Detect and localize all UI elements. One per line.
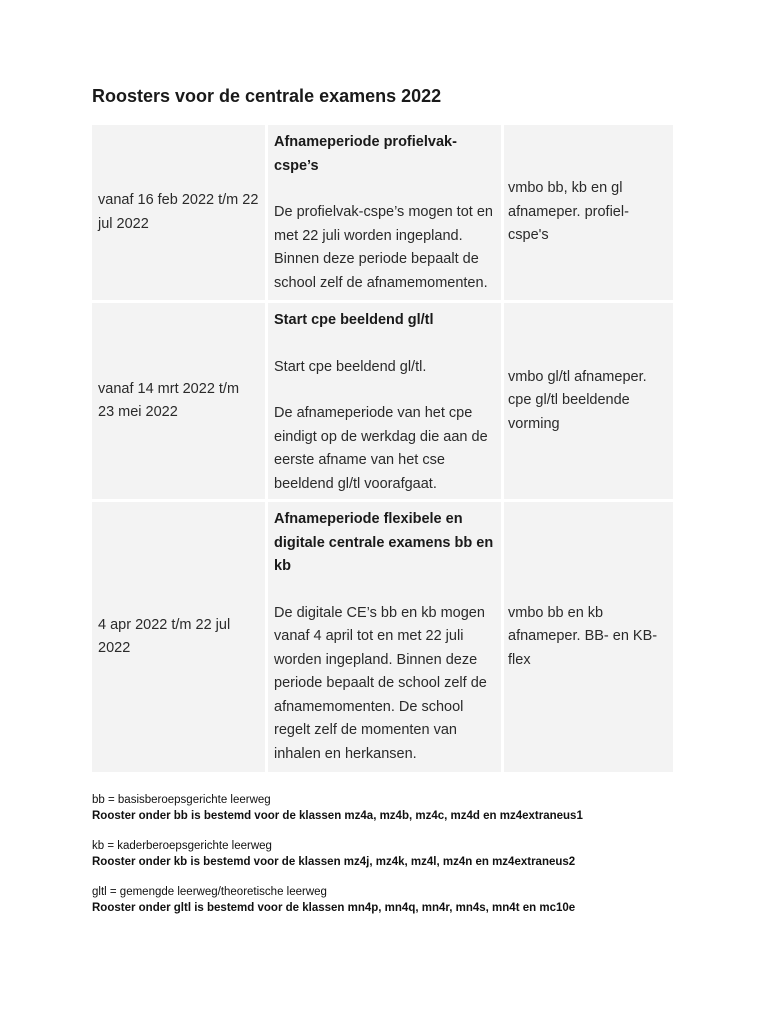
date-range: 4 apr 2022 t/m 22 jul 2022 [98,616,231,656]
group-label: vmbo gl/tl afnameper. cpe gl/tl beeldende vorming [508,368,647,432]
legend-classes: Rooster onder kb is bestemd voor de klassen mz4j, mz4k, mz4l, mz4n en mz4extraneus2 [92,856,576,868]
description-cell [268,125,501,300]
description-cell [268,502,501,772]
date-range: vanaf 14 mrt 2022 t/m 23 mei 2022 [98,380,240,420]
legend-definition: bb = basisberoepsgerichte leerweg [92,794,271,806]
description-text: De digitale CE’s bb en kb mogen vanaf 4 april tot en met 22 juli worden ingepland. Binnen deze periode bepaalt de school zelf de afnamemomenten. De school regelt zelf de momenten van inhalen en herkansen. [274,604,487,762]
group-cell [504,303,673,499]
group-cell [504,125,673,300]
description-cell [268,303,501,499]
description-title: Start cpe beeldend gl/tl [274,312,434,328]
legend-item [92,792,692,824]
description-text: Start cpe beeldend gl/tl. [274,358,427,375]
description-text: De profielvak-cspe’s mogen tot en met 22 juli worden ingepland. Binnen deze periode bepaalt de school zelf de afnamemomenten. [274,204,493,291]
description-title: Afnameperiode profielvak-cspe’s [274,134,457,174]
legend-classes: Rooster onder gltl is bestemd voor de klassen mn4p, mn4q, mn4r, mn4s, mn4t en mc10e [92,902,576,914]
date-cell [92,303,265,499]
description-title: Afnameperiode flexibele en digitale centrale examens bb en kb [274,511,494,574]
legend-classes: Rooster onder bb is bestemd voor de klassen mz4a, mz4b, mz4c, mz4d en mz4extraneus1 [92,810,583,822]
date-cell [92,125,265,300]
group-cell [504,502,673,772]
description-text: De afnameperiode van het cpe eindigt op de werkdag die aan de eerste afname van het cse beeldend gl/tl voorafgaat. [274,405,488,492]
table-row [92,303,673,499]
page-title: Roosters voor de centrale examens 2022 [92,86,442,106]
legend-definition: gltl = gemengde leerweg/theoretische leerweg [92,886,327,898]
legend-definition: kb = kaderberoepsgerichte leerweg [92,840,272,852]
legend-item [92,884,692,916]
date-range: vanaf 16 feb 2022 t/m 22 jul 2022 [98,192,259,232]
legend [92,792,692,930]
table-row [92,502,673,772]
table-row [92,125,673,300]
group-label: vmbo bb, kb en gl afnameper. profiel-cspe's [508,180,629,244]
exam-schedule-table [92,125,673,775]
legend-item [92,838,692,870]
group-label: vmbo bb en kb afnameper. BB- en KB-flex [508,604,658,668]
date-cell [92,502,265,772]
